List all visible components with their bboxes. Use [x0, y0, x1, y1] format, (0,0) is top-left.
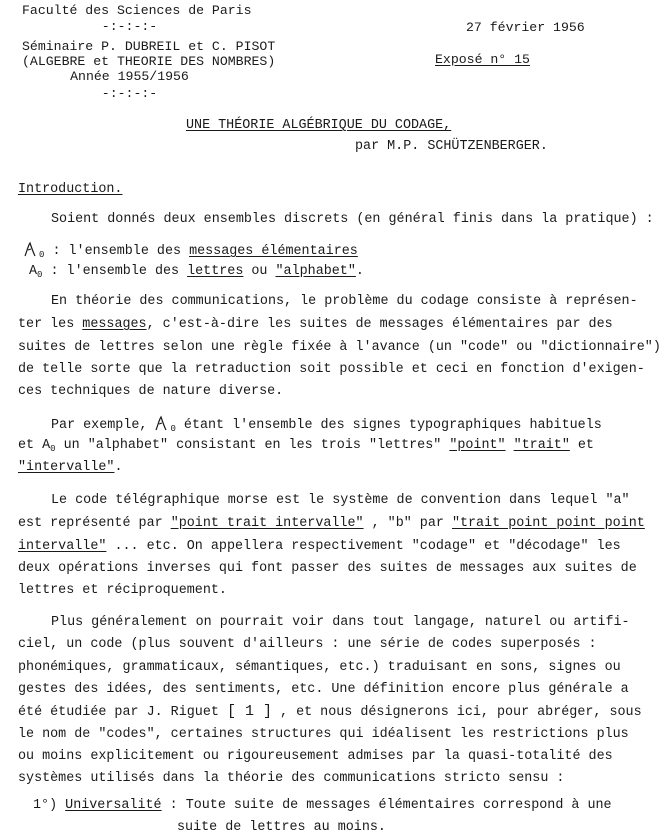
- paragraph-line: En théorie des communications, le problème du codage consiste à représen-: [51, 294, 638, 309]
- paragraph-line: phonémiques, grammaticaux, sémantiques, etc.) traduisant en sons, signes ou: [18, 660, 621, 675]
- paragraph-line: systèmes utilisés dans la théorie des communications stricto sensu :: [18, 771, 565, 786]
- paragraph-line: ter les messages, c'est-à-dire les suites de messages élémentaires par des: [18, 317, 613, 332]
- paragraph-line: Le code télégraphique morse est le système de convention dans lequel "a": [51, 493, 630, 508]
- paragraph-line: est représenté par "point trait intervalle" , "b" par "trait point point point: [18, 516, 645, 531]
- paragraph-line: gestes des idées, des sentiments, etc. Une définition encore plus générale a: [18, 682, 629, 697]
- author: par M.P. SCHÜTZENBERGER.: [355, 139, 548, 154]
- list-item-continuation: suite de lettres au moins.: [177, 820, 386, 835]
- paragraph: Soient donnés deux ensembles discrets (en général finis dans la pratique) :: [51, 212, 654, 227]
- paragraph-line: le nom de "codes", certaines structures qui idéalisent les restrictions plus: [18, 727, 629, 742]
- faculty-name: Faculté des Sciences de Paris: [22, 3, 252, 18]
- paragraph-line: ciel, un code (plus souvent d'ailleurs : une série de codes superposés :: [18, 637, 597, 652]
- definition-line: $_0$ : l'ensemble des messages élémentaires: [24, 242, 358, 260]
- page-title: UNE THÉORIE ALGÉBRIQUE DU CODAGE,: [186, 118, 452, 133]
- date: 27 février 1956: [466, 20, 585, 35]
- paragraph-line: intervalle" ... etc. On appellera respectivement "codage" et "décodage" les: [18, 539, 621, 554]
- seminar-subject: (ALGEBRE et THEORIE DES NOMBRES): [22, 54, 276, 69]
- script-lambda-icon: [24, 242, 39, 258]
- section-heading: Introduction.: [18, 182, 123, 197]
- academic-year: Année 1955/1956: [70, 69, 189, 84]
- paragraph-line: ou moins explicitement ou rigoureusement admises par la quasi-totalité des: [18, 749, 613, 764]
- paragraph-line: suites de lettres selon une règle fixée à l'avance (un "code" ou "dictionnaire"): [18, 340, 661, 355]
- citation: [ 1 ]: [226, 703, 272, 720]
- paragraph-line: lettres et réciproquement.: [18, 583, 227, 598]
- script-lambda-icon: [155, 416, 170, 432]
- separator: -:-:-:-: [101, 19, 158, 34]
- paragraph-line: ces techniques de nature diverse.: [18, 384, 284, 399]
- list-item: 1°) Universalité : Toute suite de messages élémentaires correspond à une: [33, 798, 612, 813]
- seminar-name: Séminaire P. DUBREIL et C. PISOT: [22, 39, 276, 54]
- paragraph-line: Plus généralement on pourrait voir dans tout langage, naturel ou artifi-: [51, 615, 630, 630]
- paragraph-line: Par exemple, $_0$ étant l'ensemble des signes typographiques habituels: [51, 418, 602, 434]
- expose-number: Exposé n° 15: [435, 52, 530, 67]
- paragraph-line: été étudiée par J. Riguet [ 1 ] , et nous désignerons ici, pour abréger, sous: [18, 703, 642, 720]
- separator: -:-:-:-: [101, 86, 158, 101]
- definition-line: $A_0$ : l'ensemble des lettres ou "alphabet".: [29, 264, 364, 280]
- paragraph-line: de telle sorte que la retraduction soit possible et ceci en fonction d'exigen-: [18, 362, 645, 377]
- paragraph-line: et $A_0$ un "alphabet" consistant en les trois "lettres" "point" "trait" et: [18, 438, 594, 454]
- paragraph-line: deux opérations inverses qui font passer des suites de messages aux suites de: [18, 561, 637, 576]
- paragraph-line: "intervalle".: [18, 460, 123, 475]
